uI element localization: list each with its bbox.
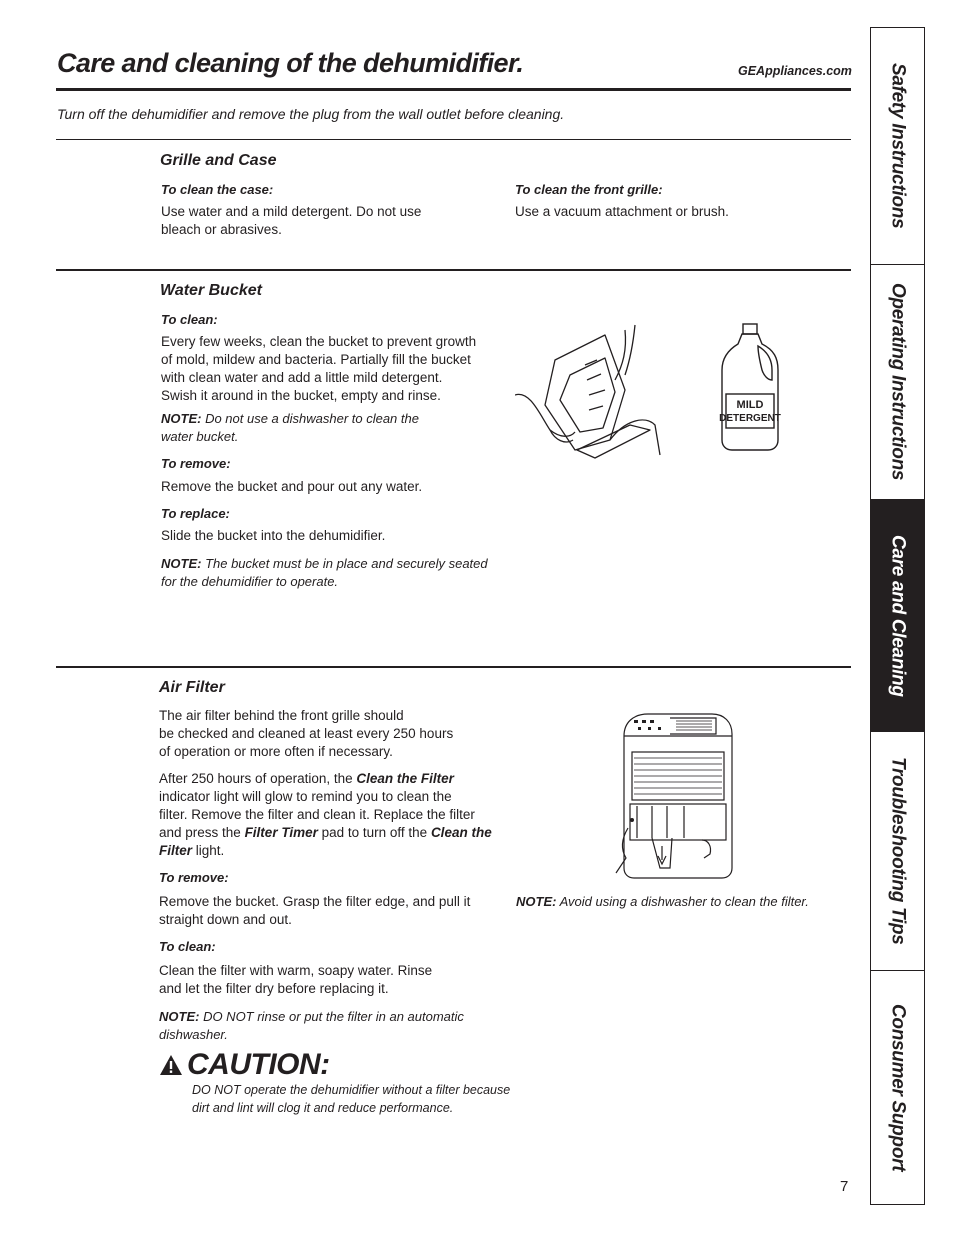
section-divider	[56, 269, 851, 271]
dehumidifier-filter-illustration	[612, 708, 737, 883]
filter-clean-text: Clean the filter with warm, soapy water. Rinse and let the filter dry before replacing it.	[159, 963, 433, 996]
filter-intro-text: The air filter behind the front grille should be checked and cleaned at least every 250 hours of operation or more often if necessary.	[159, 708, 454, 759]
case-label: To clean the case:	[161, 182, 274, 197]
page-number: 7	[840, 1178, 849, 1195]
caution-label: CAUTION:	[187, 1048, 330, 1081]
tab-safety-instructions[interactable]: Safety Instructions	[871, 28, 924, 265]
filter-indicator-text: After 250 hours of operation, the Clean the Filter indicator light will glow to remind you to clean the filter. Remove the filter and clean it. Replace the filter and press the Filter Timer pad to turn off the Clean the Filter light.	[159, 771, 492, 858]
front-grille-text: Use a vacuum attachment or brush.	[515, 204, 729, 219]
bucket-remove-text: Remove the bucket and pour out any water.	[161, 479, 423, 494]
tab-troubleshooting-tips[interactable]: Troubleshooting Tips	[871, 732, 924, 971]
section-tabs	[870, 27, 925, 1205]
bucket-clean-label: To clean:	[161, 312, 218, 327]
caution-heading	[159, 1048, 330, 1082]
bucket-remove-label: To remove:	[161, 456, 231, 471]
filter-note-dishwasher: NOTE: DO NOT rinse or put the filter in an automatic dishwasher.	[159, 1009, 464, 1042]
warning-triangle-icon	[159, 1054, 183, 1076]
website-url[interactable]: GEAppliances.com	[738, 64, 852, 78]
intro-text: Turn off the dehumidifier and remove the plug from the wall outlet before cleaning.	[57, 106, 565, 122]
bottle-label-line2: DETERGENT	[719, 413, 781, 424]
bucket-pouring-illustration	[515, 320, 665, 460]
bucket-replace-label: To replace:	[161, 506, 230, 521]
case-text: Use water and a mild detergent. Do not use bleach or abrasives.	[161, 204, 422, 237]
grille-heading: Grille and Case	[160, 152, 277, 169]
section-divider	[56, 139, 851, 140]
bucket-heading: Water Bucket	[160, 282, 262, 299]
bottle-label-line1: MILD	[736, 399, 764, 411]
tab-care-and-cleaning[interactable]: Care and Cleaning	[871, 500, 924, 732]
filter-remove-label: To remove:	[159, 870, 229, 885]
filter-heading: Air Filter	[159, 679, 225, 696]
filter-side-note: NOTE: Avoid using a dishwasher to clean the filter.	[516, 894, 809, 909]
tab-consumer-support[interactable]: Consumer Support	[887, 1003, 909, 1172]
caution-text: DO NOT operate the dehumidifier without a filter because dirt and lint will clog it and reduce performance.	[192, 1083, 511, 1115]
page-title: Care and cleaning of the dehumidifier.	[57, 48, 524, 78]
section-divider	[56, 666, 851, 668]
front-grille-label: To clean the front grille:	[515, 182, 663, 197]
filter-clean-label: To clean:	[159, 939, 216, 954]
filter-remove-text: Remove the bucket. Grasp the filter edge, and pull it straight down and out.	[159, 894, 471, 927]
header-rule	[56, 88, 851, 91]
detergent-bottle-illustration	[718, 322, 782, 452]
bucket-replace-text: Slide the bucket into the dehumidifier.	[161, 528, 386, 543]
bucket-note-dishwasher: NOTE: Do not use a dishwasher to clean the water bucket.	[161, 411, 419, 444]
bucket-clean-text: Every few weeks, clean the bucket to prevent growth of mold, mildew and bacteria. Partially fill the bucket with clean water and add a little mild detergent. Swish it around in the bucket, empty and rinse.	[161, 334, 477, 403]
tab-operating-instructions[interactable]: Operating Instructions	[871, 265, 924, 500]
bucket-note-seated: NOTE: The bucket must be in place and securely seated for the dehumidifier to operate.	[161, 556, 488, 589]
